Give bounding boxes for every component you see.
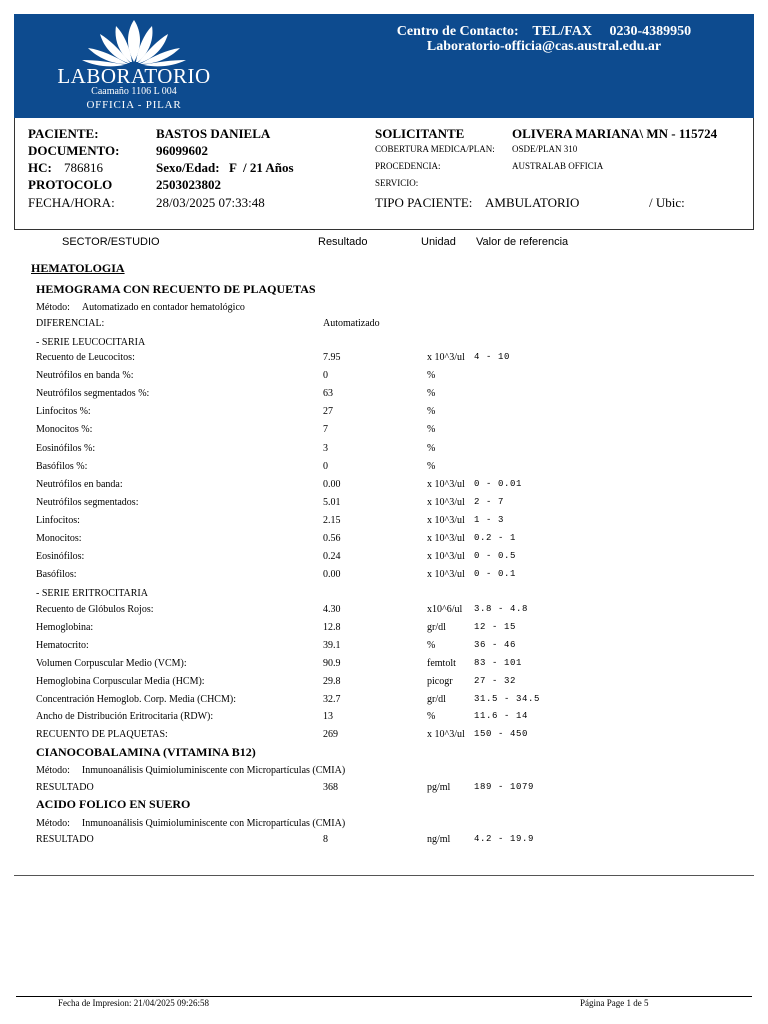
paciente-label: PACIENTE:: [28, 126, 99, 141]
sexo-value: F / 21 Años: [229, 160, 294, 175]
result-value: 12.8: [323, 621, 341, 633]
result-unit: %: [427, 406, 436, 418]
result-unit: %: [427, 442, 436, 454]
result-row: [36, 443, 736, 456]
result-name: Monocitos:: [36, 533, 82, 544]
result-unit: gr/dl: [427, 621, 446, 633]
cobertura-label: COBERTURA MEDICA/PLAN:: [375, 144, 495, 154]
method-value: Inmunoanálisis Quimioluminiscente con Micropartículas (CMIA): [81, 818, 346, 829]
result-value: 2.15: [323, 514, 341, 526]
fecha-label: FECHA/HORA:: [28, 195, 115, 210]
patient-info-box: [14, 118, 754, 230]
result-ref: 0.2 - 1: [474, 533, 517, 543]
result-ref: 27 - 32: [474, 675, 517, 686]
result-name: Linfocitos %:: [36, 406, 91, 418]
method-label: Método:: [36, 765, 70, 776]
result-name: RESULTADO: [36, 782, 94, 793]
result-unit: picogr: [427, 675, 453, 687]
hc-label: HC:: [28, 160, 52, 175]
hc-value: 786816: [64, 160, 103, 175]
procedencia-value: AUSTRALAB OFFICIA: [512, 161, 604, 171]
col-referencia: Valor de referencia: [476, 236, 569, 248]
footer-divider: [16, 996, 752, 997]
result-name: Hemoglobina Corpuscular Media (HCM):: [36, 675, 205, 687]
result-name: Recuento de Leucocitos:: [36, 352, 135, 363]
lab-address: Caamaño 1106 L 004: [91, 86, 177, 97]
result-name: Ancho de Distribución Eritrocitaria (RDW):: [36, 711, 214, 723]
result-row: [36, 711, 736, 724]
result-row: [36, 729, 736, 742]
servicio-label: SERVICIO:: [375, 178, 419, 188]
result-row: [36, 497, 736, 510]
result-value: 4.30: [323, 604, 341, 615]
method-value: Automatizado en contador hematológico: [81, 302, 245, 313]
paciente-value: BASTOS DANIELA: [156, 126, 271, 141]
result-row: [36, 479, 736, 492]
result-value: 0.00: [323, 478, 341, 490]
result-row: [36, 694, 736, 707]
folico-result-row: [36, 834, 736, 847]
result-value: 13: [323, 711, 333, 723]
result-value: 0: [323, 370, 328, 382]
result-row: [36, 640, 736, 653]
diferencial-label: DIFERENCIAL:: [36, 318, 105, 329]
hemograma-method: [36, 302, 245, 313]
result-name: Neutrófilos segmentados %:: [36, 388, 150, 400]
result-row: [36, 604, 736, 617]
result-ref: 4.2 - 19.9: [474, 834, 535, 844]
section-hematologia: HEMATOLOGIA: [31, 261, 125, 275]
result-value: 39.1: [323, 639, 341, 651]
result-row: [36, 515, 736, 528]
serie-eritrocitaria: - SERIE ERITROCITARIA: [36, 588, 148, 599]
result-name: Neutrófilos segmentados:: [36, 496, 139, 508]
sexo-label: Sexo/Edad:: [156, 160, 220, 175]
result-ref: 11.6 - 14: [474, 711, 529, 722]
result-ref: 4 - 10: [474, 352, 511, 362]
result-value: 27: [323, 406, 333, 418]
contact-email[interactable]: Laboratorio-officia@cas.austral.edu.ar: [426, 39, 662, 54]
tipo-label: TIPO PACIENTE:: [375, 195, 473, 210]
results-divider: [14, 875, 754, 876]
result-unit: %: [427, 711, 436, 723]
result-value: 90.9: [323, 657, 341, 669]
result-value: 3: [323, 442, 328, 454]
result-name: Hematocrito:: [36, 639, 89, 651]
result-row: [36, 676, 736, 689]
method-label: Método:: [36, 818, 70, 829]
result-row: [36, 551, 736, 564]
documento-value: 96099602: [156, 143, 208, 158]
fecha-value: 28/03/2025 07:33:48: [156, 195, 265, 210]
lotus-logo-icon: [74, 18, 194, 68]
result-value: 0.00: [323, 569, 341, 581]
result-name: RECUENTO DE PLAQUETAS:: [36, 729, 168, 741]
contact-phone: Centro de Contacto: TEL/FAX 0230-4389950: [396, 24, 692, 39]
result-unit: %: [427, 639, 436, 651]
result-value: 32.7: [323, 693, 341, 705]
result-ref: 3.8 - 4.8: [474, 604, 529, 614]
result-name: Hemoglobina:: [36, 621, 94, 633]
result-ref: 0 - 0.5: [474, 551, 517, 562]
result-unit: x10^6/ul: [427, 604, 463, 615]
col-unidad: Unidad: [421, 236, 456, 248]
result-value: 5.01: [323, 496, 341, 508]
result-row: [36, 658, 736, 671]
result-ref: 189 - 1079: [474, 782, 535, 792]
result-value: 7.95: [323, 352, 341, 363]
result-value: 368: [323, 782, 338, 793]
result-name: Basófilos %:: [36, 460, 88, 472]
result-value: 0.24: [323, 551, 341, 563]
result-ref: 2 - 7: [474, 496, 505, 507]
result-unit: x 10^3/ul: [427, 352, 465, 363]
diferencial-value: Automatizado: [323, 318, 380, 329]
result-row: [36, 424, 736, 437]
result-name: Recuento de Glóbulos Rojos:: [36, 604, 154, 615]
result-unit: %: [427, 460, 436, 472]
method-value: Inmunoanálisis Quimioluminiscente con Micropartículas (CMIA): [81, 765, 346, 776]
result-ref: 0 - 0.1: [474, 569, 517, 580]
result-value: 0.56: [323, 533, 341, 544]
protocolo-value: 2503023802: [156, 177, 221, 192]
result-unit: x 10^3/ul: [427, 533, 465, 544]
diferencial-row: [36, 318, 736, 331]
result-name: Linfocitos:: [36, 514, 80, 526]
lab-name: LABORATORIO: [57, 64, 211, 88]
result-unit: x 10^3/ul: [427, 569, 465, 581]
documento-label: DOCUMENTO:: [28, 143, 120, 158]
page-number: Página Page 1 de 5: [580, 998, 649, 1008]
result-ref: 1 - 3: [474, 514, 505, 525]
b12-method: [36, 765, 345, 776]
result-ref: 0 - 0.01: [474, 478, 523, 489]
result-value: 0: [323, 460, 328, 472]
serie-leucocitaria: - SERIE LEUCOCITARIA: [36, 337, 146, 348]
result-ref: 83 - 101: [474, 657, 523, 668]
result-unit: ng/ml: [427, 834, 451, 845]
result-unit: gr/dl: [427, 693, 446, 705]
result-unit: %: [427, 388, 436, 400]
result-name: Eosinófilos:: [36, 551, 85, 563]
result-name: Neutrófilos en banda:: [36, 478, 123, 490]
result-unit: x 10^3/ul: [427, 496, 465, 508]
folico-method: [36, 818, 345, 829]
result-row: [36, 406, 736, 419]
method-label: Método:: [36, 302, 70, 313]
result-unit: x 10^3/ul: [427, 551, 465, 563]
result-name: Basófilos:: [36, 569, 77, 581]
result-unit: pg/ml: [427, 782, 451, 793]
result-row: [36, 622, 736, 635]
result-row: [36, 461, 736, 474]
ubic-label: / Ubic:: [649, 195, 685, 210]
result-ref: 31.5 - 34.5: [474, 693, 541, 704]
result-unit: femtolt: [427, 657, 456, 669]
study-b12: CIANOCOBALAMINA (VITAMINA B12): [36, 745, 256, 759]
result-ref: 12 - 15: [474, 621, 517, 632]
result-unit: x 10^3/ul: [427, 478, 465, 490]
result-value: 29.8: [323, 675, 341, 687]
tipo-value: AMBULATORIO: [485, 195, 580, 210]
solicitante-value: OLIVERA MARIANA\ MN - 115724: [512, 126, 718, 141]
result-ref: 150 - 450: [474, 729, 529, 740]
study-folico: ACIDO FOLICO EN SUERO: [36, 797, 191, 811]
result-name: RESULTADO: [36, 834, 94, 845]
result-ref: 36 - 46: [474, 639, 517, 650]
result-name: Eosinófilos %:: [36, 442, 96, 454]
result-name: Concentración Hemoglob. Corp. Media (CHCM):: [36, 693, 236, 705]
result-value: 8: [323, 834, 328, 845]
result-row: [36, 569, 736, 582]
result-row: [36, 352, 736, 365]
col-sector: SECTOR/ESTUDIO: [62, 236, 160, 248]
print-date: Fecha de Impresion: 21/04/2025 09:26:58: [58, 998, 209, 1008]
result-unit: x 10^3/ul: [427, 729, 465, 741]
result-row: [36, 533, 736, 546]
procedencia-label: PROCEDENCIA:: [375, 161, 441, 171]
cobertura-value: OSDE/PLAN 310: [512, 144, 578, 154]
result-name: Neutrófilos en banda %:: [36, 370, 134, 382]
solicitante-label: SOLICITANTE: [375, 126, 465, 141]
result-unit: x 10^3/ul: [427, 514, 465, 526]
lab-location: OFFICIA - PILAR: [86, 99, 182, 111]
protocolo-label: PROTOCOLO: [28, 177, 113, 192]
result-unit: %: [427, 424, 436, 436]
b12-result-row: [36, 782, 736, 795]
result-row: [36, 370, 736, 383]
result-name: Monocitos %:: [36, 424, 93, 436]
result-row: [36, 388, 736, 401]
study-hemograma: HEMOGRAMA CON RECUENTO DE PLAQUETAS: [36, 282, 316, 296]
result-value: 63: [323, 388, 333, 400]
result-unit: %: [427, 370, 436, 382]
lab-header: [14, 14, 754, 118]
col-resultado: Resultado: [318, 236, 368, 248]
result-name: Volumen Corpuscular Medio (VCM):: [36, 657, 187, 669]
result-value: 7: [323, 424, 328, 436]
result-value: 269: [323, 729, 338, 741]
